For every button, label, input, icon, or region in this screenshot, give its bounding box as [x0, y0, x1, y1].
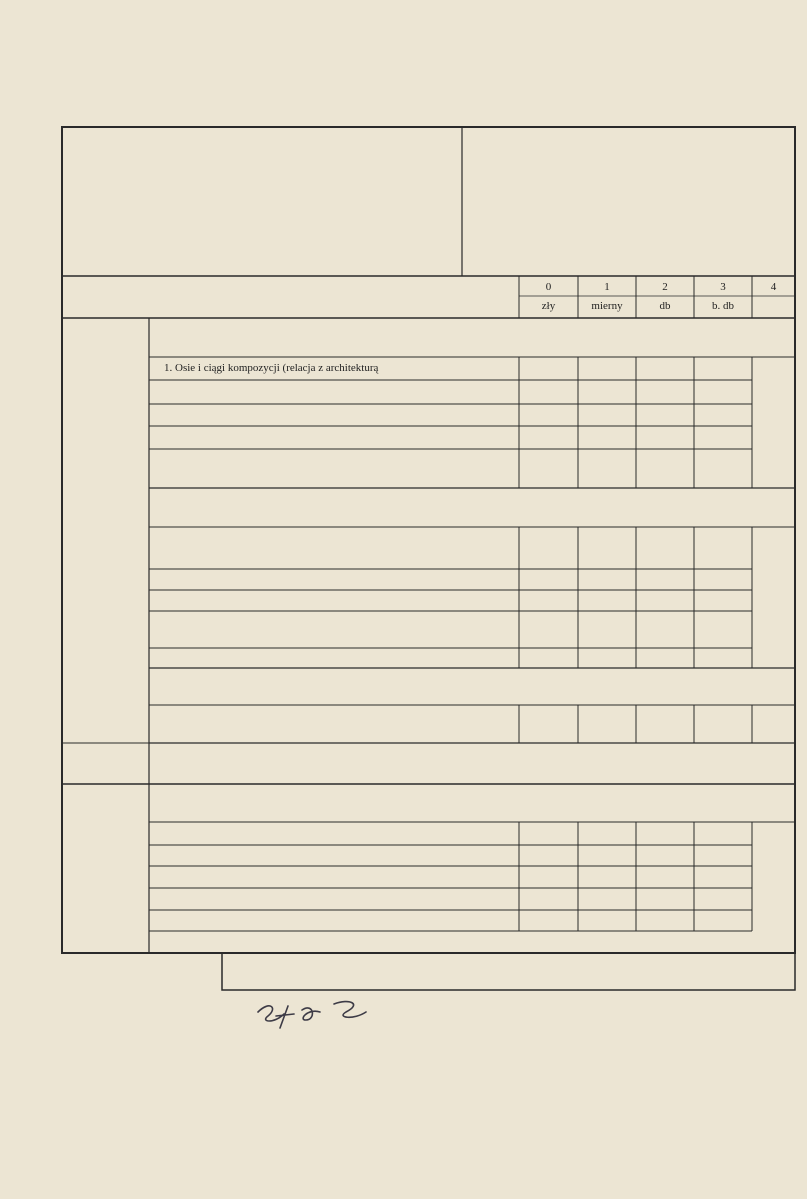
- a1-item-1: 1. Osie i ciągi kompozycji (relacja z architekturą: [164, 362, 379, 374]
- score-num-0: 0: [545, 281, 552, 293]
- score-num-3: 3: [720, 281, 726, 293]
- score-num-1: 1: [604, 281, 610, 293]
- score-label-0: zły: [541, 300, 556, 312]
- score-num-4: 4: [770, 281, 777, 293]
- score-label-3: b. db: [712, 300, 734, 312]
- score-num-2: 2: [662, 281, 668, 293]
- score-label-2: db: [659, 300, 671, 312]
- score-label-1: mierny: [591, 300, 623, 312]
- signature: [250, 994, 380, 1034]
